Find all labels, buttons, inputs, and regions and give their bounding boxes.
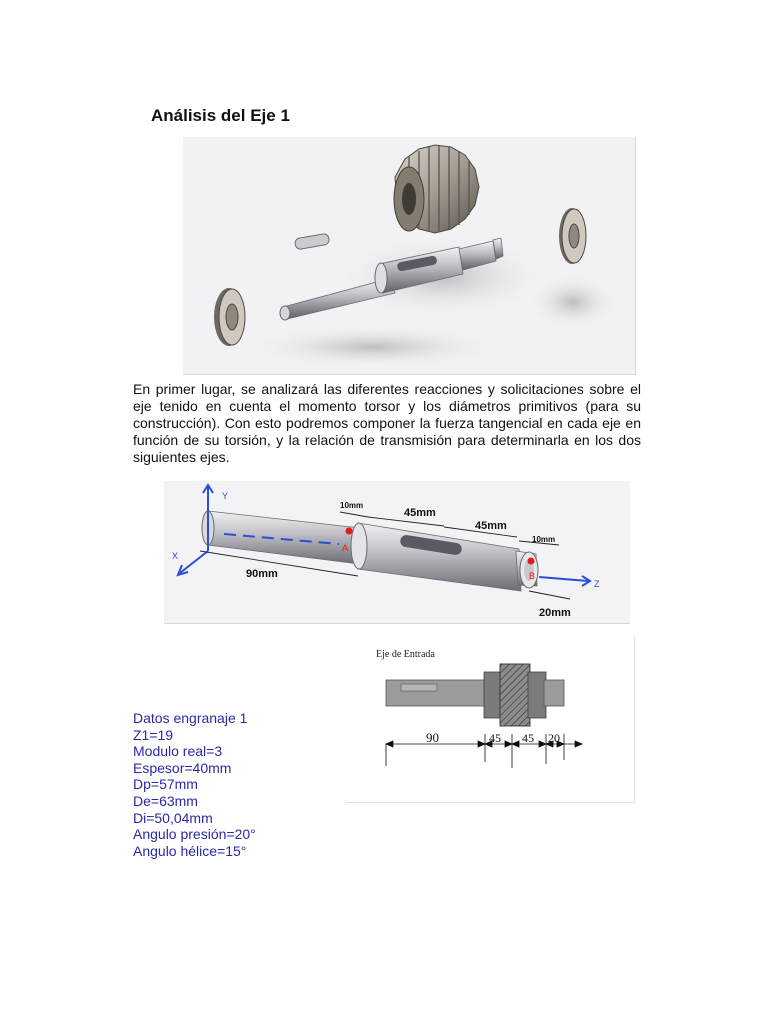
dim-45mm-left: 45mm <box>404 507 436 519</box>
point-b-label: B <box>529 571 536 581</box>
drawing-dim-45-left: 45 <box>489 731 501 745</box>
shaft-dimension-render <box>164 481 630 624</box>
gear-icon <box>394 145 479 233</box>
intro-paragraph: En primer lugar, se analizará las diferentes reacciones y solicitaciones sobre el eje tenido en cuenta el momento torsor y los diámetros primitivos (para su construcción). Con esto podremos componer la fuerza tangencial en cada eje en función de su torsión, y la relación de transmisión para determinarla en los dos siguientes ejes. <box>133 381 641 465</box>
shaft-shadow <box>243 325 503 369</box>
gear-data-item: Di=50,04mm <box>133 809 213 826</box>
axis-z-label: Z <box>594 579 600 589</box>
axis-x-label: X <box>172 551 179 561</box>
assembly-render <box>183 137 636 375</box>
point-b-marker <box>528 558 535 565</box>
shaft-technical-drawing <box>346 636 635 803</box>
dim-10mm-left: 10mm <box>340 501 364 510</box>
drawing-dim-90: 90 <box>426 730 439 745</box>
gear-data-item: De=63mm <box>133 792 198 809</box>
axis-y-label: Y <box>222 491 229 501</box>
bearing-shadow <box>528 274 618 330</box>
point-a-label: A <box>342 543 349 553</box>
dim-20mm: 20mm <box>539 607 571 619</box>
gear-data-item: Espesor=40mm <box>133 759 232 776</box>
point-a-marker <box>346 528 353 535</box>
drawing-shaft <box>386 664 564 726</box>
gear-data-item: Angulo hélice=15° <box>133 842 247 859</box>
gear-data-heading: Datos engranaje 1 <box>133 710 248 726</box>
dim-90mm: 90mm <box>246 568 278 580</box>
key-icon <box>294 233 329 250</box>
bearing-left-icon <box>214 288 245 346</box>
dim-10mm-right: 10mm <box>532 535 556 544</box>
drawing-title: Eje de Entrada <box>376 649 435 660</box>
drawing-dim-20: 20 <box>548 731 560 745</box>
gear-data-item: Z1=19 <box>133 726 174 743</box>
gear-data-item: Angulo presión=20° <box>133 826 256 843</box>
dim-45mm-right: 45mm <box>475 520 507 532</box>
page-title: Análisis del Eje 1 <box>151 106 290 125</box>
gear-data-item: Modulo real=3 <box>133 743 223 760</box>
gear-data-list <box>133 710 256 859</box>
drawing-dim-45-right: 45 <box>522 731 534 745</box>
gear-data-item: Dp=57mm <box>133 776 198 793</box>
bearing-right-icon <box>559 208 586 264</box>
